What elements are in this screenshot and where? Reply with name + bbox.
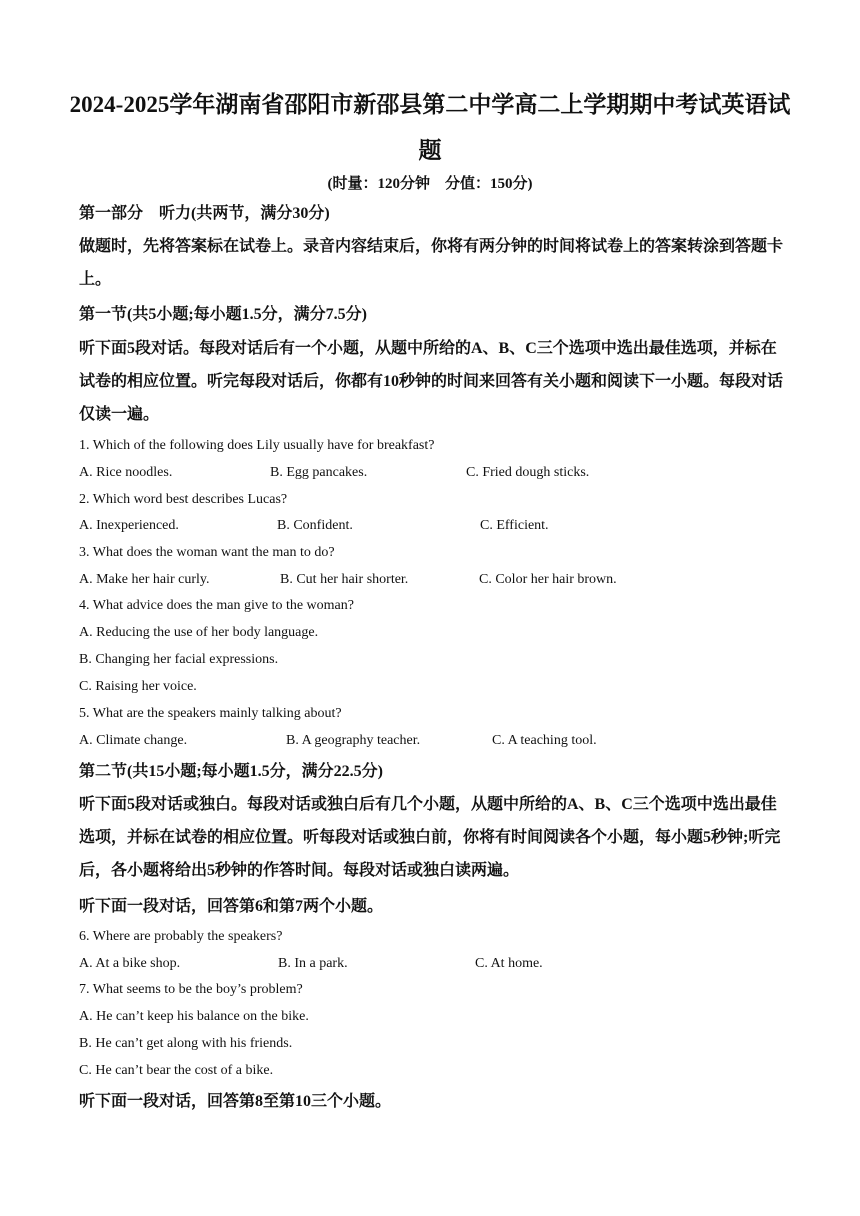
option-a: A. Climate change.: [79, 733, 188, 748]
option-b: B. Cut her hair shorter.: [280, 572, 409, 587]
option-a: A. Make her hair curly.: [79, 572, 210, 587]
option-b: B. Changing her facial expressions.: [79, 652, 279, 667]
section1-heading: 第一节(共5小题;每小题1.5分，满分7.5分): [79, 306, 367, 323]
question-5: 5. What are the speakers mainly talking about?: [79, 706, 342, 721]
option-c: C. Raising her voice.: [79, 679, 197, 694]
exam-title: 2024-2025学年湖南省邵阳市新邵县第二中学高二上学期期中考试英语试题: [69, 92, 791, 163]
question-3: 3. What does the woman want the man to do?: [79, 545, 335, 560]
part1-instruction: 做题时，先将答案标在试卷上。录音内容结束后，你将有两分钟的时间将试卷上的答案转涂到答题卡上。: [79, 238, 784, 288]
option-b: B. He can’t get along with his friends.: [79, 1036, 293, 1051]
option-c: C. Efficient.: [480, 518, 549, 533]
question-2: 2. Which word best describes Lucas?: [79, 492, 288, 507]
group-1-heading: 听下面一段对话，回答第6和第7两个小题。: [79, 898, 384, 915]
option-b: B. Confident.: [277, 518, 353, 533]
option-c: C. He can’t bear the cost of a bike.: [79, 1063, 274, 1078]
option-a: A. He can’t keep his balance on the bike.: [79, 1009, 309, 1024]
option-c: C. At home.: [475, 956, 543, 971]
part1-heading: 第一部分 听力(共两节，满分30分): [79, 205, 330, 222]
option-c: C. A teaching tool.: [492, 733, 597, 748]
question-6: 6. Where are probably the speakers?: [79, 929, 283, 944]
section1-instruction: 听下面5段对话。每段对话后有一个小题，从题中所给的A、B、C三个选项中选出最佳选项，并标在试卷的相应位置。听完每段对话后，你都有10秒钟的时间来回答有关小题和阅读下一小题。每段对话仅读一遍。: [79, 340, 784, 423]
option-c: C. Fried dough sticks.: [466, 465, 590, 480]
option-b: B. In a park.: [278, 956, 348, 971]
option-a: A. Rice noodles.: [79, 465, 173, 480]
question-1: 1. Which of the following does Lily usually have for breakfast?: [79, 438, 435, 453]
exam-subtitle: (时量：120分钟 分值：150分): [327, 176, 533, 192]
option-a: A. Reducing the use of her body language.: [79, 625, 319, 640]
group-2-heading: 听下面一段对话，回答第8至第10三个小题。: [79, 1093, 392, 1110]
option-c: C. Color her hair brown.: [479, 572, 617, 587]
section2-heading: 第二节(共15小题;每小题1.5分，满分22.5分): [79, 763, 383, 780]
section2-instruction: 听下面5段对话或独白。每段对话或独白后有几个小题，从题中所给的A、B、C三个选项中选出最佳选项，并标在试卷的相应位置。听每段对话或独白前，你将有时间阅读各个小题，每小题5秒钟;听完后，各小题将给出5秒钟的作答时间。每段对话或独白读两遍。: [79, 796, 781, 879]
option-b: B. A geography teacher.: [286, 733, 421, 748]
option-a: A. At a bike shop.: [79, 956, 181, 971]
option-b: B. Egg pancakes.: [270, 465, 368, 480]
option-a: A. Inexperienced.: [79, 518, 179, 533]
question-7: 7. What seems to be the boy’s problem?: [79, 982, 303, 997]
question-4: 4. What advice does the man give to the woman?: [79, 598, 354, 613]
